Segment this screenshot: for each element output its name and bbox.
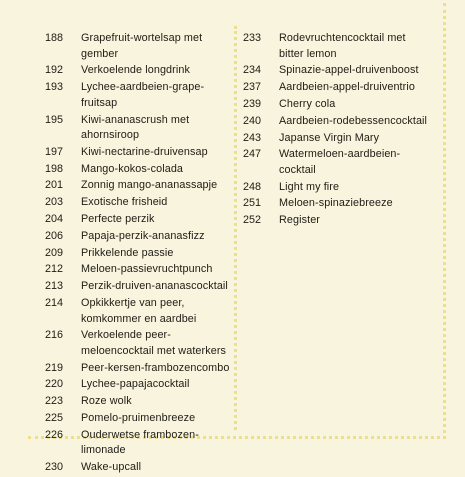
toc-page-number: 213: [45, 280, 64, 293]
toc-entry: [45, 113, 230, 144]
toc-page-number: 230: [45, 461, 64, 474]
toc-entry: [45, 162, 230, 178]
toc-page-number: 204: [45, 213, 64, 226]
toc-entry: [45, 246, 230, 262]
toc-page-number: 188: [45, 32, 64, 44]
toc-page-number: 248: [243, 180, 262, 193]
toc-entry: [45, 229, 230, 245]
toc-entry: [243, 196, 443, 212]
toc-entry: [243, 213, 443, 229]
toc-page-number: 214: [45, 296, 64, 309]
toc-page-number: 252: [243, 214, 262, 227]
toc-entry-title: Ouderwetse frambozen- limonade: [81, 428, 199, 457]
toc-column-right: [243, 31, 443, 230]
toc-page-number: 212: [45, 263, 64, 276]
column-divider: [234, 26, 237, 430]
toc-entry-title: Prikkelende passie: [81, 246, 174, 259]
toc-entry-title: Watermeloen-aardbeien- cocktail: [279, 148, 401, 176]
toc-page-number: 197: [45, 145, 64, 158]
toc-entry-title: Meloen-spinaziebreeze: [279, 197, 393, 210]
toc-entry: [45, 394, 230, 410]
toc-page-number: 216: [45, 329, 64, 342]
toc-entry-title: Grapefruit-wortelsap met gember: [81, 32, 203, 60]
toc-entry-title: Rodevruchtencocktail met bitter lemon: [279, 32, 406, 60]
toc-entry: [45, 377, 230, 393]
toc-entry: [45, 80, 230, 111]
toc-entry: [243, 31, 443, 62]
toc-entry: [45, 428, 230, 459]
toc-entry-title: Pomelo-pruimenbreeze: [81, 412, 196, 425]
toc-entry: [243, 63, 443, 79]
toc-page-number: 193: [45, 81, 64, 94]
toc-entry-title: Light my fire: [279, 180, 340, 193]
toc-entry: [45, 63, 230, 79]
toc-entry-title: Kiwi-ananascrush met ahornsiroop: [81, 113, 190, 142]
toc-entry-title: Aardbeien-rodebessencocktail: [279, 114, 428, 127]
toc-entry-title: Kiwi-nectarine-druivensap: [81, 145, 208, 158]
toc-entry: [45, 195, 230, 211]
toc-entry-title: Exotische frisheid: [81, 196, 168, 209]
toc-entry-title: Opkikkertje van peer, komkommer en aardbei: [81, 296, 197, 325]
toc-entry: [45, 178, 230, 194]
toc-entry: [243, 180, 443, 196]
toc-entry: [243, 97, 443, 113]
toc-entry-title: Aardbeien-appel-druiventrio: [279, 81, 415, 94]
toc-page-number: 233: [243, 32, 262, 44]
toc-page-number: 201: [45, 179, 64, 192]
toc-page-number: 234: [243, 64, 262, 77]
toc-page-number: 206: [45, 229, 64, 242]
toc-entry: [45, 328, 230, 359]
toc-entry-title: Mango-kokos-colada: [81, 162, 184, 175]
toc-entry-title: Zonnig mango-ananassapje: [81, 179, 218, 192]
toc-entry-title: Register: [279, 214, 321, 227]
toc-page-number: 223: [45, 395, 64, 408]
toc-entry: [45, 212, 230, 228]
toc-entry-title: Verkoelende longdrink: [81, 64, 190, 77]
toc-entry: [45, 411, 230, 427]
toc-page-number: 203: [45, 196, 64, 209]
toc-entry: [243, 80, 443, 96]
toc-entry-title: Perfecte perzik: [81, 213, 155, 226]
toc-page-number: 239: [243, 97, 262, 110]
toc-entry-title: Roze wolk: [81, 395, 132, 408]
toc-entry-title: Lychee-aardbeien-grape- fruitsap: [81, 81, 205, 109]
toc-entry-title: Spinazie-appel-druivenboost: [279, 64, 419, 77]
toc-page-number: 251: [243, 197, 262, 210]
toc-column-left: [45, 31, 230, 477]
toc-entry: [243, 114, 443, 130]
toc-entry-title: Meloen-passievruchtpunch: [81, 263, 213, 276]
toc-page-number: 243: [243, 131, 262, 144]
toc-page-number: 219: [45, 361, 64, 374]
toc-entry-title: Wake-upcall: [81, 461, 142, 474]
toc-entry: [243, 131, 443, 147]
toc-page-number: 220: [45, 378, 64, 391]
toc-entry: [45, 145, 230, 161]
toc-entry-title: Perzik-druiven-ananascocktail: [81, 280, 228, 293]
toc-entry: [45, 361, 230, 377]
toc-page-number: 195: [45, 113, 64, 126]
toc-page-number: 247: [243, 148, 262, 161]
toc-entry-title: Lychee-papajacocktail: [81, 378, 190, 391]
toc-entry: [45, 262, 230, 278]
toc-page-number: 225: [45, 412, 64, 425]
toc-page-number: 192: [45, 64, 64, 77]
toc-entry: [45, 296, 230, 327]
toc-page-number: 237: [243, 81, 262, 94]
toc-page-number: 209: [45, 246, 64, 259]
toc-page-number: 198: [45, 162, 64, 175]
toc-entry: [45, 31, 230, 62]
toc-page-number: 226: [45, 428, 64, 441]
toc-entry-title: Peer-kersen-frambozencombo: [81, 361, 230, 374]
toc-entry-title: Cherry cola: [279, 97, 336, 110]
toc-entry: [243, 147, 443, 178]
toc-entry: [45, 279, 230, 295]
toc-page-number: 240: [243, 114, 262, 127]
toc-entry-title: Verkoelende peer- meloencocktail met waterkers: [81, 329, 227, 357]
toc-entry-title: Japanse Virgin Mary: [279, 131, 380, 144]
toc-entry: [45, 460, 230, 476]
toc-entry-title: Papaja-perzik-ananasfizz: [81, 229, 205, 242]
